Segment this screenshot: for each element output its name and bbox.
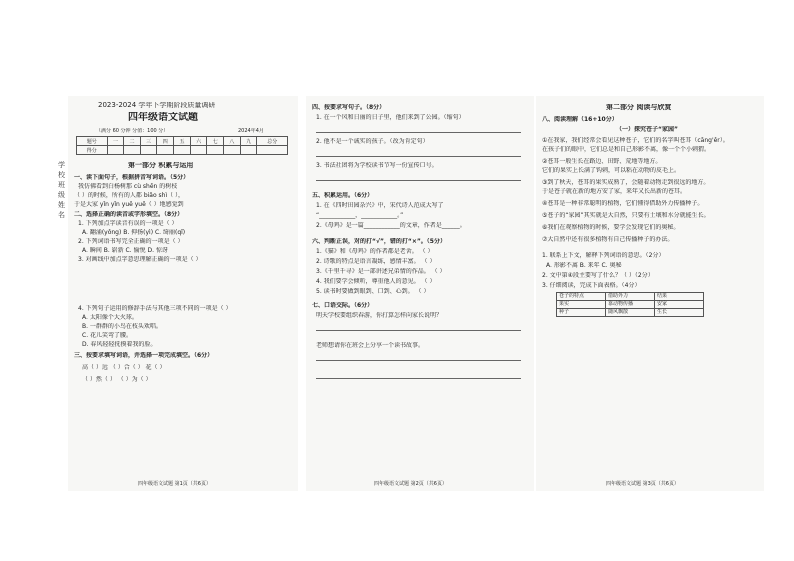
q2-option: C. 花儿笑弯了腰。 — [82, 332, 133, 339]
score-col: 四 — [157, 137, 174, 146]
exam-year-heading: 2023-2024 学年下学期阶段质量调研 — [98, 102, 216, 109]
exam-date: 2024年4月 — [238, 128, 264, 134]
binding-margin-label: 学 校 班 级 姓 名 — [58, 161, 65, 219]
score-col: 题号 — [77, 137, 108, 146]
table-cell: 果实 — [557, 301, 606, 309]
part-one-heading: 第一部分 积累与运用 — [128, 162, 194, 169]
article-line: 它们的果实上长满了钩刺，可以粘在动物的皮毛上。 — [542, 167, 681, 174]
table-row — [557, 301, 704, 309]
question-7: 七、口语交际。（6分） — [312, 302, 374, 309]
question-5: 五、积累运用。（6分） — [312, 192, 374, 199]
score-col: 总分 — [257, 137, 288, 146]
q2-line: A. 翻涌(yǒng) B. 抑扬(yì) C. 绮丽(qǐ) — [82, 229, 186, 236]
score-col: 八 — [224, 137, 241, 146]
score-col: 一 — [107, 137, 124, 146]
score-col: 六 — [190, 137, 207, 146]
reading-table — [556, 292, 704, 317]
table-row — [557, 293, 704, 301]
q6-item: 5. 读书时要做到眼到、口到、心到。 （ ） — [316, 288, 430, 295]
article-line: ⑦大自然中还有很多植物有自己传播种子的办法。 — [542, 236, 674, 243]
exam-meta: （满分 60 分钟 分值：100 分） — [96, 128, 169, 134]
score-col: 三 — [140, 137, 157, 146]
score-col: 二 — [124, 137, 141, 146]
q5-line: “____________，____________。” — [316, 212, 404, 219]
q6-item: 2. 诗歌的特点是语言凝练，感情丰富。 （ ） — [316, 258, 436, 265]
score-header-row — [77, 137, 288, 146]
q8-question: 1. 联系上下文，解释下列词语的意思。（2分） — [542, 252, 665, 259]
q2-line: A. 瞬间 B. 崭新 C. 愉悦 D. 惊讶 — [82, 247, 168, 254]
question-3: 三、按要求填写词语，并选择一项完成填空。（6分） — [74, 352, 214, 359]
answer-line — [316, 156, 521, 157]
answer-line — [316, 360, 521, 361]
table-row — [557, 309, 704, 317]
table-cell: 安家 — [655, 301, 704, 309]
score-col: 五 — [174, 137, 191, 146]
q6-item: 1.《猫》和《母鸡》的作者都是老舍。 （ ） — [316, 248, 434, 255]
article-line: ①在我家，我们经常会看见这种苍子，它们的名字叫苍耳（cāng'ěr）。 — [542, 137, 729, 144]
article-line: ⑤苍子的“家园”其实就是大自然，只要有土壤和水分就能生长。 — [542, 212, 710, 219]
q2-line: 2. 下列词语书写完全正确的一项是（ ） — [78, 238, 184, 245]
article-line: ⑥我们在观察植物的时候，要学会发现它们的奥秘。 — [542, 224, 680, 231]
q6-item: 3.《千里千寻》是一部讲述兄弟情的作品。 （ ） — [316, 268, 446, 275]
q2-option: A. 太阳像个大火球。 — [82, 314, 138, 321]
q1-line: （ ）的时候，所有的人都 biǎo shì（ ）， — [74, 192, 185, 199]
q2-option: B. 一群群的小鸟在枝头欢唱。 — [82, 323, 162, 330]
q4-line: 2. 他不是一个诚实的孩子。（改为肯定句） — [316, 138, 429, 145]
article-line: 在孩子们的眼中，它们总是和自己形影不离，像一个个小刺猬。 — [542, 146, 711, 153]
part-two-heading: 第二部分 阅读与欣赏 — [606, 104, 672, 111]
exam-title: 四年级语文试题 — [128, 112, 198, 123]
q4-line: 1. 在一个风和日丽的日子里，他们来到了公园。（缩句） — [316, 114, 465, 121]
answer-line — [316, 330, 521, 331]
q2-line: 1. 下列加点字读音有误的一项是（ ） — [78, 220, 178, 227]
q1-line: 我仿佛看到白杨树那 cù shēn 的树枝 — [78, 183, 178, 190]
question-2: 二、选择正确的读音或字形填空。（8分） — [74, 211, 184, 218]
q8-options: A. 形影不离 B. 来年 C. 奥秘 — [546, 262, 622, 269]
exam-page-2 — [306, 96, 534, 491]
table-cell: 种子 — [557, 309, 606, 317]
q8-question: 3. 仔细阅读，完成下面表格。（4分） — [542, 282, 641, 289]
q6-item: 4. 我们要学会倾听，尊重他人的意见。 （ ） — [316, 278, 436, 285]
question-4: 四、按要求写句子。（8分） — [312, 104, 386, 111]
article-line: 于是苍子就在新的地方安了家，来年又长出新的苍耳。 — [542, 188, 687, 195]
question-6: 六、判断正误，对的打“√”，错的打“×”。（5分） — [312, 238, 446, 245]
page-1-footer: 四年级语文试题 第1页（共6页） — [138, 481, 211, 487]
q3-line: （ ）然（ ） （ ）为（ ） — [82, 376, 152, 383]
exam-page-3 — [536, 96, 764, 491]
answer-line — [316, 378, 521, 379]
answer-line — [316, 180, 521, 181]
exam-page-1 — [68, 96, 298, 491]
reading-section: 八、阅读理解（16+10分） — [542, 116, 618, 123]
article-line: ②苍耳一般生长在路边、田野、荒地等地方。 — [542, 158, 662, 165]
table-cell: 随风飘散 — [606, 309, 655, 317]
article-line: ④苍耳是一种非常聪明的植物，它们懂得借助外力传播种子。 — [542, 200, 704, 207]
article-title: （一）探究苍子“家园” — [616, 126, 678, 133]
q3-line: 高（ ）远 （ ）合（ ） 花（ ） — [82, 364, 166, 371]
table-cell: 靠动物传播 — [606, 301, 655, 309]
page-3-footer: 四年级语文试题 第3页（共6页） — [606, 481, 679, 487]
article-line: ③到了秋天，苍耳的果实成熟了，会随着动物走到很远的地方。 — [542, 179, 710, 186]
table-cell: 借助外力 — [606, 293, 655, 301]
question-1: 一、读下面句子，根据拼音写词语。（5分） — [74, 174, 190, 181]
q2-line: 3. 对画线中加点字意思理解正确的一项是（ ） — [78, 256, 202, 263]
score-table — [76, 136, 288, 155]
q7-line: 老师想请你在班会上分享一个读书故事。 — [316, 342, 425, 349]
answer-line — [316, 132, 521, 133]
q4-line: 3. 书法社团将为学校读书节写一份宣传口号。 — [316, 162, 438, 169]
table-cell: 苍子的特点 — [557, 293, 606, 301]
q8-question: 2. 文中第④段主要写了什么？（ ）（2分） — [542, 272, 654, 279]
table-cell: 结果 — [655, 293, 704, 301]
score-col: 九 — [240, 137, 257, 146]
page-2-footer: 四年级语文试题 第2页（共6页） — [374, 481, 447, 487]
q2-line: 4. 下列句子运用的修辞手法与其他三项不同的一项是（ ） — [78, 305, 232, 312]
score-col: 七 — [207, 137, 224, 146]
q5-line: 2.《母鸡》是一篇____________的文章，作者是______。 — [316, 222, 466, 229]
score-value-row — [77, 146, 288, 155]
q7-line: 明天学校要组织春游，你打算怎样向家长说明？ — [316, 312, 443, 319]
q1-line: 于是大家 yǐn yǐn yuē yuē（ ）地感觉到 — [74, 201, 184, 208]
q2-option: D. 春风轻轻抚摸着我的脸。 — [82, 341, 157, 348]
table-cell: 生长 — [655, 309, 704, 317]
score-row-label: 得分 — [77, 146, 108, 155]
q5-line: 1. 在《四时田园杂兴》中，宋代诗人范成大写了 — [316, 202, 444, 209]
